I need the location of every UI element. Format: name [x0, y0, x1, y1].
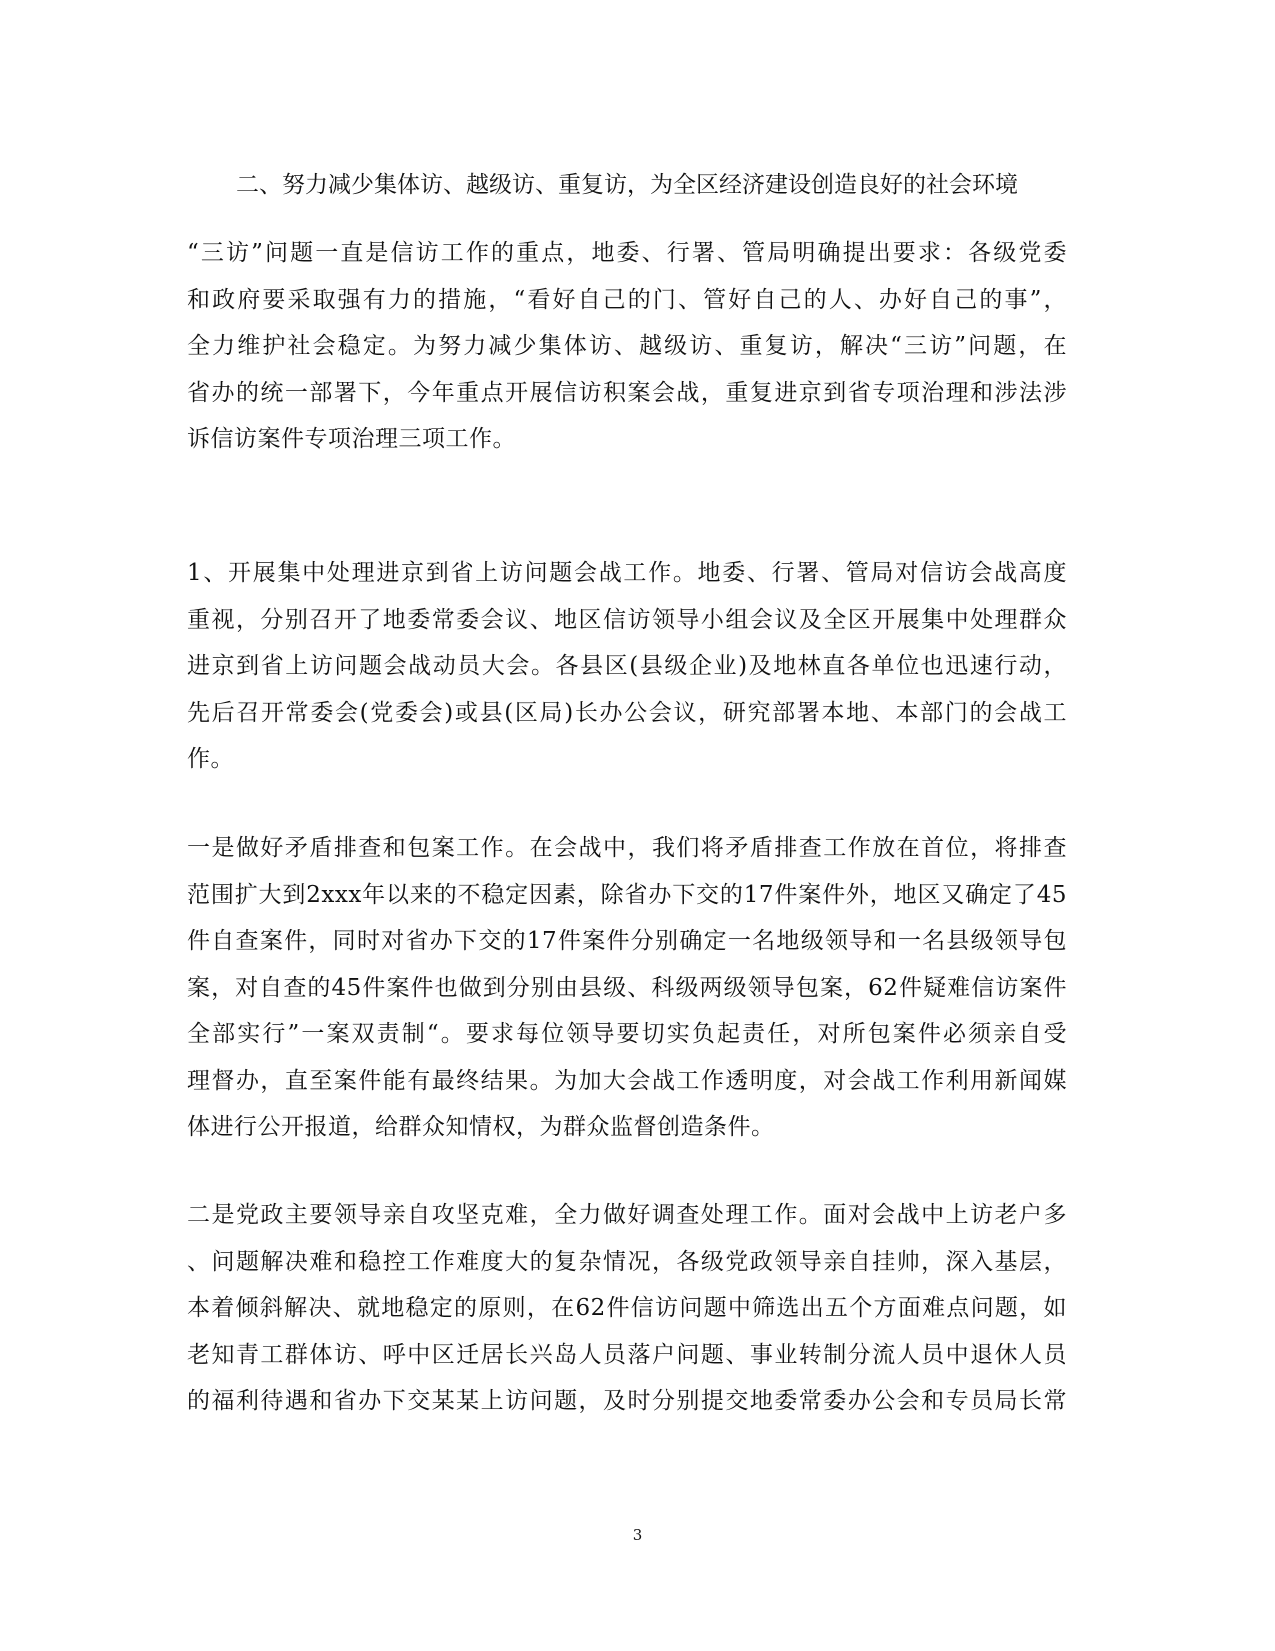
text-line: 的福利待遇和省办下交某某上访问题，及时分别提交地委常委办公会和专员局长常: [187, 1388, 1067, 1414]
paragraph-three-visits: [187, 230, 1067, 463]
section-heading: 二、努力减少集体访、越级访、重复访，为全区经济建设创造良好的社会环境: [236, 172, 1018, 198]
text-line: 先后召开常委会(党委会)或县(区局)长办公会议，研究部署本地、本部门的会战工: [187, 699, 1067, 726]
text-line: 件自查案件，同时对省办下交的17件案件分别确定一名地级领导和一名县级领导包: [187, 928, 1067, 954]
text-line: 体进行公开报道，给群众知情权，为群众监督创造条件。: [187, 1114, 775, 1140]
text-line: 省办的统一部署下，今年重点开展信访积案会战，重复进京到省专项治理和涉法涉: [187, 379, 1067, 406]
text-line: 重视，分别召开了地委常委会议、地区信访领导小组会议及全区开展集中处理群众: [187, 606, 1067, 633]
paragraph-campaign-work: [187, 550, 1067, 783]
text-line: 二是党政主要领导亲自攻坚克难，全力做好调查处理工作。面对会战中上访老户多: [187, 1202, 1067, 1228]
text-line: 一是做好矛盾排查和包案工作。在会战中，我们将矛盾排查工作放在首位，将排查: [187, 835, 1067, 861]
text-line: 全部实行”一案双责制“。要求每位领导要切实负起责任，对所包案件必须亲自受: [187, 1021, 1067, 1047]
text-line: 诉信访案件专项治理三项工作。: [187, 426, 516, 452]
page-number: 3: [632, 1526, 643, 1544]
text-line: 老知青工群体访、呼中区迁居长兴岛人员落户问题、事业转制分流人员中退休人员: [187, 1341, 1067, 1368]
text-line: 1、开展集中处理进京到省上访问题会战工作。地委、行署、管局对信访会战高度: [187, 560, 1067, 586]
text-line: “三访”问题一直是信访工作的重点，地委、行署、管局明确提出要求：各级党委: [187, 240, 1067, 266]
text-line: 本着倾斜解决、就地稳定的原则，在62件信访问题中筛选出五个方面难点问题，如: [187, 1295, 1067, 1321]
text-line: 、问题解决难和稳控工作难度大的复杂情况，各级党政领导亲自挂帅，深入基层，: [187, 1248, 1067, 1275]
text-line: 全力维护社会稳定。为努力减少集体访、越级访、重复访，解决“三访”问题，在: [187, 333, 1067, 359]
text-line: 作。: [187, 746, 234, 772]
paragraph-conflict-screening: [187, 825, 1067, 1151]
text-line: 进京到省上访问题会战动员大会。各县区(县级企业)及地林直各单位也迅速行动，: [187, 653, 1067, 679]
text-line: 理督办，直至案件能有最终结果。为加大会战工作透明度，对会战工作利用新闻媒: [187, 1067, 1067, 1094]
text-line: 范围扩大到2xxx年以来的不稳定因素，除省办下交的17件案件外，地区又确定了45: [187, 881, 1067, 908]
paragraph-leadership-investigation: [187, 1192, 1067, 1425]
text-line: 案，对自查的45件案件也做到分别由县级、科级两级领导包案，62件疑难信访案件: [187, 974, 1067, 1001]
text-line: 和政府要采取强有力的措施，“看好自己的门、管好自己的人、办好自己的事”，: [187, 286, 1067, 313]
